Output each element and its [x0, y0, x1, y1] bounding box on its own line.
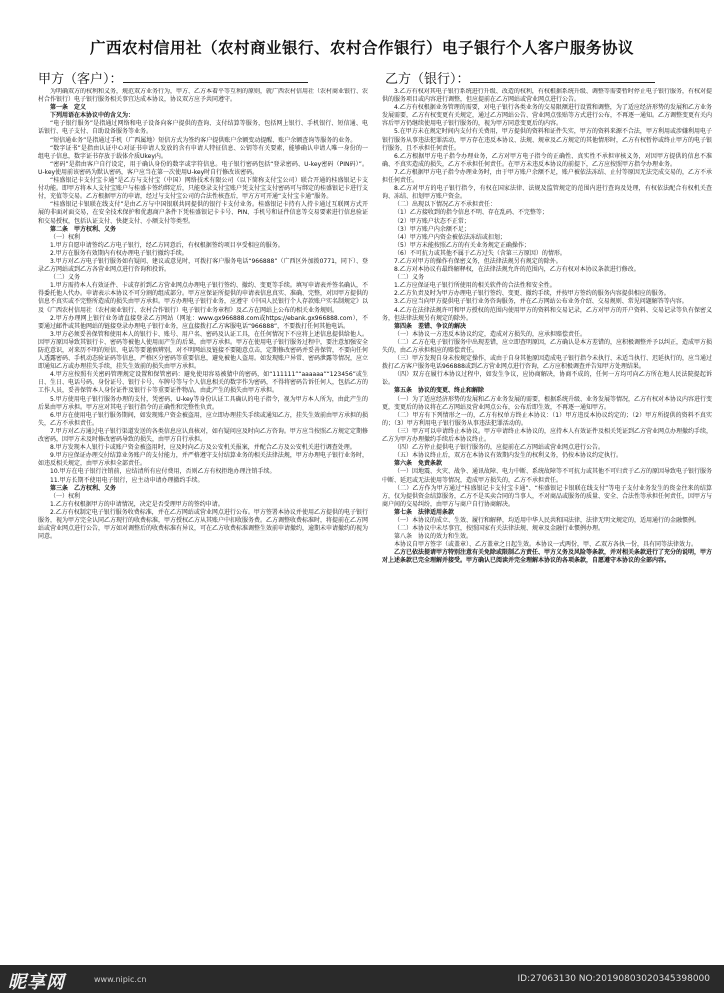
paragraph: 9.甲方应保证办理交付结算业务账户的支付能力，并严格遵守支付结算业务的相关法律法规，甲方办理电子银行业务时，如违反相关规定，由甲方承担全部责任。 — [38, 452, 368, 468]
image-id-text: ID:27063130 NO:20190803020345398000 — [517, 974, 710, 984]
paragraph: 8.乙方对本协议有最终解释权，在法律法规允许的范围内，乙方有权对本协议条款进行修改。 — [394, 266, 640, 274]
section-heading: 第七条 法律适用条款 — [394, 508, 455, 516]
paragraph: （一）因地震、火灾、战争、通讯故障、电力中断、系统故障等不可抗力或其他不可归责于乙方的原因导致电子银行服务中断、延迟或无法使用等情况，造成甲方损失的，乙方不承担责任。 — [382, 468, 712, 484]
paragraph: 乙方已依法提请甲方特别注意有关免除或限制乙方责任、甲方义务及风险等条款，并对相关条款进行了充分的说明，甲方对上述条款已完全理解并接受。甲方确认已阅读并完全理解本协议的各项条款，自愿遵守本协议的全部内容。 — [382, 549, 712, 565]
right-text-column — [382, 88, 712, 950]
paragraph: （一）权利 — [50, 492, 81, 500]
paragraph: “短信通业务”是指通过手机（广西属地）短信方式为签约客户提供账户余额变动提醒、账户余额查询等服务的业务。 — [50, 136, 357, 144]
paragraph: 7.乙方根据甲方电子指令办理业务时，由于甲方账户余额不足，账户被依法冻结、止付等原因无法完成交易的，乙方不承担任何责任。 — [382, 168, 712, 185]
section-heading: 第一条 定义 — [50, 104, 87, 112]
paragraph: “数字证书”是指由认证中心对证书申请人发放的含有申请人特征信息、公钥等有关要素，能够确认申请人唯一身份的一组电子信息，数字证书存放于载体介质Ukey内。 — [38, 144, 368, 160]
paragraph: （二）乙方在电子银行服务中出现差错，应立即查明原因，乙方确认是本方差错的，应积极调整并予以纠正，造成甲方损失的，由乙方承担相应的赔偿责任。 — [382, 338, 712, 354]
paragraph: （四）双方在履行本协议过程中，如发生争议，应协商解决，协商不成的，任何一方均可向乙方所在地人民法院提起诉讼。 — [382, 371, 712, 387]
paragraph: “桂盛银记卡银联在线支付”是由乙方与中国银联共同提供的银行卡支付业务。桂盛银记卡持有人持卡通过互联网方式开展的非面对面交易，在安全技术保护和优惠商户条件下凭桂盛银记卡卡号、PIN、手机号和证件信息等交易要素进行信息验证和交易授权，包括认证支付、快捷支付、小额支付等类型。 — [38, 201, 368, 225]
paragraph: （二）出现以下情况乙方不承担责任： — [394, 201, 497, 209]
paragraph: 6.甲方在使用电子银行服务期间，如发现账户资金被盗用，应立即办理挂失手续或通知乙方，挂失生效前由甲方承担的损失，乙方不承担责任。 — [38, 411, 368, 427]
party-b-label — [385, 68, 655, 87]
paragraph: 为明确双方的权利和义务，规范双方业务行为，甲方、乙方本着平等互利的原则，就广西农村信用社（农村商业银行、农村合作银行）电子银行服务相关事宜达成本协议，协议双方应予共同遵守。 — [38, 88, 368, 104]
paragraph: （一）本协议一方违反本协议约定，造成对方损失的，应承担赔偿责任。 — [394, 330, 587, 338]
paragraph: 7.甲方对乙方通过电子银行渠道发送的各类信息应认真核对，如有疑问应及时向乙方咨询。甲方应当按照乙方规定定期修改密码，因甲方未及时修改密码导致的损失，由甲方自行承担。 — [38, 427, 368, 444]
paragraph: （二）义务 — [50, 274, 81, 282]
paragraph: “电子银行服务”是指通过网络和电子设备向客户提供的查询、支付结算等服务，包括网上银行、手机银行、短信通、电话银行、电子支付、自助设备服务等业务。 — [38, 120, 368, 136]
paragraph: 2.乙方有权制定电子银行服务收费标准，并在乙方网站或营业网点进行公布。甲方签署本协议并使用乙方提供的电子银行服务，视为甲方完全认同乙方现行的收费标准，甲方授权乙方从其账户中扣收服务费。乙方调整收费标准时，将提前在乙方网站或营业网点进行公告，甲方如对调整后的收费标准有异议，可在乙方收费标准调整生效前申请撤约，逾期未申请撤约的视为同意。 — [38, 508, 368, 541]
paragraph: 4.乙方在法律法规许可和甲方授权的范围内使用甲方的资料和交易记录，乙方对甲方的开户资料、交易记录等负有保密义务，但法律法规另有规定的除外。 — [382, 306, 712, 322]
paragraph: （一）本协议的成立、生效、履行和解释，均适用中华人民共和国法律，法律无明文规定的，适用通行的金融惯例。 — [394, 516, 701, 524]
section-heading: 第二条 甲方权利、义务 — [50, 225, 117, 233]
paragraph: “密码”是指由客户自行设定，用于确认身份的数字或字符信息。电子银行密码包括“登录密码、U-key密码（PIN码）”。U-key使用前该密码为默认密码，客户应当在第一次使用U-key时自行修改该密码。 — [38, 160, 368, 176]
paragraph: 2.甲方办理网上银行业务请直接登录乙方网站（网址：www.gx966888.com或https://ebank.gx966888.com），不要通过邮件或其他网站的链接登录办理电子银行业务，应直接拨打乙方客服电话“966888”，不要拨打任何其他电话。 — [38, 314, 368, 330]
paragraph: （2）甲方账户状态不正常； — [394, 217, 470, 225]
paragraph: （二）义务 — [394, 274, 425, 282]
paragraph: 本协议自甲方签字（或盖章）、乙方盖章之日起生效。本协议一式两份，甲、乙双方各执一份，具有同等法律效力。 — [394, 541, 698, 549]
paragraph: 4.甲方应按照有关密码管理规定设置和保管密码：避免使用容易被猜中的密码，如“111111”“aaaaaa”“123456”或生日、生日、电话号码、身份证号、银行卡号、车牌号等与个人信息相关的数字作为密码，不得将密码告诉任何人，包括乙方的工作人员，妥善保管本人身份证件及银行卡等重要证件物品，由此产生的损失由甲方承担。 — [38, 371, 368, 395]
paragraph: 5.在甲方未在规定时间内支付有关费用，甲方提供的资料和证件失实，甲方的资料来源不合法，甲方利用或涉嫌利用电子银行服务从事违法犯罪活动，甲方存在违反本协议、法规、规章及乙方规定的其他情形时，乙方有权暂停或终止甲方的电子银行服务，且不承担任何责任。 — [382, 128, 712, 152]
paragraph: 2.乙方负责及时为甲方办理电子银行签约、变更、撤约手续，并按甲方签约的服务内容提供相应的服务。 — [394, 290, 670, 298]
party-b-text: 乙方（银行）： — [385, 72, 470, 87]
paragraph: （1）乙方接收到的指令信息不明、存在乱码、不完整等； — [394, 209, 548, 217]
paragraph: （四）乙方停止提供电子银行服务的，应提前在乙方网站或营业网点进行公告。 — [394, 444, 605, 452]
paragraph: 10.甲方在电子银行注销前，应结清所有应付费用，否则乙方有权拒绝办理注销手续。 — [50, 468, 276, 476]
paragraph: （二）乙方作为甲方通过“桂盛银记卡支付宝卡通”、“桂盛银记卡银联在线支付”等电子支付业务发生的资金往来的结算方，仅为提供资金结算服务，乙方不是买卖合同的当事人，不对商品或服务的质量、安全、合法性等承担任何责任，因甲方与商户间的交易纠纷，由甲方与商户自行协商解决。 — [382, 484, 712, 508]
paragraph: （三）甲方可以申请终止本协议。甲方申请终止本协议的，应持本人有效证件及相关凭证到乙方营业网点办理撤约手续，乙方为甲方办理撤约手续后本协议终止。 — [382, 427, 712, 444]
paragraph: 1.甲方自愿申请签约乙方电子银行，经乙方同意后，有权根据签约项目享受相应的服务。 — [50, 241, 284, 249]
paragraph: 1.甲方需持本人有效证件、卡或存折到乙方营业网点办理电子银行签约、撤约、变更等手续。填写申请表并签名确认，不得委托他人代办。申请表示本协议不可分割的组成部分。甲方应保证所提供的申请表信息真实、准确、完整，对因甲方提供的信息不真实或不完整所造成的损失由甲方承担。甲方办理电子银行业务，应遵守《中国人民银行个人存款账户实名制规定》以及《广西农村信用社（农村商业银行、农村合作银行）电子银行业务章程》及乙方在网站上公布的相关业务规则。 — [38, 282, 368, 314]
paragraph: 1.乙方应保证电子银行所使用的相关软件的合法性和安全性。 — [394, 282, 556, 290]
paragraph: 3.甲方对乙方电子银行服务如有疑问、建议或意见时，可拨打客户服务电话“966888”（广西区外加拨0771，同下）、登录乙方网站或到乙方各营业网点进行咨询和投诉。 — [38, 257, 368, 274]
paragraph: 11.甲方长期不使用电子银行，应主动申请办理撤约手续。 — [50, 476, 204, 484]
paragraph: （4）甲方账户内资金被依法冻结或扣划； — [394, 233, 506, 241]
paragraph: （一）为了适应经济形势的发展和乙方业务发展的需要，根据系统升级、业务发展等情况，乙方有权对本协议内容进行变更，变更后的协议将在乙方网站及营业网点公布，公布后即生效，不再逐一通知甲方。 — [382, 395, 712, 411]
paragraph: 3.甲方必须妥善保管和使用本人的银行卡、账号、用户名、密码及认证工具，在任何情况下不应将上述信息提供给他人。因甲方原因导致其银行卡、密码等被他人使用而产生的后果，由甲方承担。甲方在使用电子银行服务过程中，要注意加强安全防范意识，对来历不明的短信、电话等要谨慎辨别，对不明网站及链接不要随意点击，定期修改密码并妥善保管，不要向任何人透露密码、手机动态验证码等信息，严格区分密码等重要信息，避免被他人盗用。如发现账户异常、密码泄露等情况，应立即通知乙方或办理挂失手续，挂失生效前的损失由甲方承担。 — [38, 330, 368, 371]
site-logo: 昵享网 — [8, 972, 65, 993]
paragraph: 8.乙方对甲方的电子银行指令，有权在国家法律、法规及监管规定的范围内进行查询及处理，有权依法配合有权机关查询、冻结、扣划甲方账户资金。 — [382, 185, 712, 201]
section-heading: 第六条 免责条款 — [394, 460, 443, 468]
paragraph: 4.乙方有权根据业务管理的需要，对电子银行各类业务的交易限额进行设置和调整，为了适应经济形势的发展和乙方业务发展需要，乙方有权变更有关规定，通过乙方网站公告、营业网点张贴等方式进行公布，不再逐一通知。乙方调整变更有关内容后甲方仍继续使用电子银行服务的，视为甲方同意变更后的内容。 — [382, 104, 712, 128]
paragraph: （五）本协议终止后，双方在本协议有效期内发生的权利义务，仍按本协议约定执行。 — [394, 452, 623, 460]
section-heading: 第三条 乙方权利、义务 — [50, 484, 117, 492]
paragraph: 6.乙方根据甲方电子指令办理业务，乙方对甲方电子指令的正确性、真实性不承担审核义务，对因甲方提供的信息不准确、不真实造成的损失，乙方不承担任何责任。在甲方未违反本协议的前提下，乙方应按照甲方指令办理业务。 — [382, 152, 712, 168]
page-title: 广西农村信用社（农村商业银行、农村合作银行）电子银行个人客户服务协议 — [89, 38, 634, 57]
section-heading: 第五条 协议的变更、终止和解除 — [394, 387, 485, 395]
paragraph: 7.乙方对甲方的操作有保密义务，但法律法规另有规定的除外。 — [394, 257, 562, 265]
section-heading: 第四条 差错、争议的解决 — [394, 322, 467, 330]
watermark-footer-bar — [0, 965, 724, 993]
paragraph: （二）甲方有下列情形之一的，乙方有权单方终止本协议：（1）甲方违反本协议约定的；（2）甲方所提供的资料不真实的；（3）甲方利用电子银行服务从事违法犯罪活动的。 — [382, 411, 712, 427]
party-b-signature-line — [470, 71, 655, 83]
paragraph: 1.乙方有权根据甲方的申请情况，决定是否受理甲方的签约申请。 — [50, 500, 224, 508]
paragraph: 第八条 协议的效力和生效。 — [394, 533, 473, 541]
paragraph: 5.甲方使用电子银行服务办理的支付，凭密码、U-key等身份认证工具确认的电子指令，视为甲方本人所为，由此产生的后果由甲方承担。甲方应对其电子银行指令的正确性和完整性负责。 — [38, 395, 368, 411]
party-a-text: 甲方（客户）： — [38, 72, 123, 87]
paragraph: （5）甲方未能按照乙方的有关业务规定正确操作； — [394, 241, 530, 249]
paragraph: （二）本协议中未尽事宜，按照国家有关法律法规、规章及金融行业惯例办理。 — [394, 525, 605, 533]
party-a-signature-line — [123, 71, 308, 83]
paragraph: 3.乙方有权对其电子银行系统进行升级、改造的权利，有权根据系统升级、调整等需要暂时停止电子银行服务，有权对提供的服务项目或内容进行调整，但应提前在乙方网站或营业网点进行公告。 — [382, 88, 712, 104]
paragraph: 3.乙方应当向甲方提供电子银行业务咨询服务，并在乙方网站公布业务介绍、交易规则、常见问题解答等内容。 — [394, 298, 688, 306]
paragraph: （6）不可抗力或其他不属于乙方过失（含第三方原因）的情形。 — [394, 249, 566, 257]
section-heading: 下列用语在本协议中的含义为： — [50, 112, 135, 120]
left-text-column — [38, 88, 368, 950]
paragraph: 2.甲方在服务有效期内有权办理电子银行撤约手续。 — [50, 249, 188, 257]
paragraph: “桂盛银记卡支付宝卡通”是乙方与支付宝（中国）网络技术有限公司（以下简称支付宝公司）联合开通的桂盛银记卡支付功能。即甲方将本人支付宝账户与桂盛卡签约绑定后，只能登录支付宝账户凭支付宝支付密码可与绑定的桂盛银记卡进行支付，充值等交易。乙方根据甲方的申请，经过与支付宝公司的合法性核查后，甲方方可开通“支付宝卡通”服务。 — [38, 177, 368, 201]
paragraph: （三）甲方发现自身未按规定操作，或由于自身其他原因造成电子银行指令未执行、未适当执行、迟延执行的，应当通过拨打乙方客户服务电话966888或到乙方营业网点进行咨询，乙方应积极调查并告知甲方处理结果。 — [382, 355, 712, 371]
paragraph: （一）权利 — [50, 233, 81, 241]
site-url: www.nipic.cn — [94, 975, 147, 984]
paragraph: 8.甲方发现本人银行卡或账户资金被盗用时，应及时向乙方及公安机关报案，并配合乙方及公安机关进行调查处理。 — [50, 444, 356, 452]
party-a-label — [38, 68, 308, 87]
paragraph: （3）甲方账户内余额不足； — [394, 225, 470, 233]
